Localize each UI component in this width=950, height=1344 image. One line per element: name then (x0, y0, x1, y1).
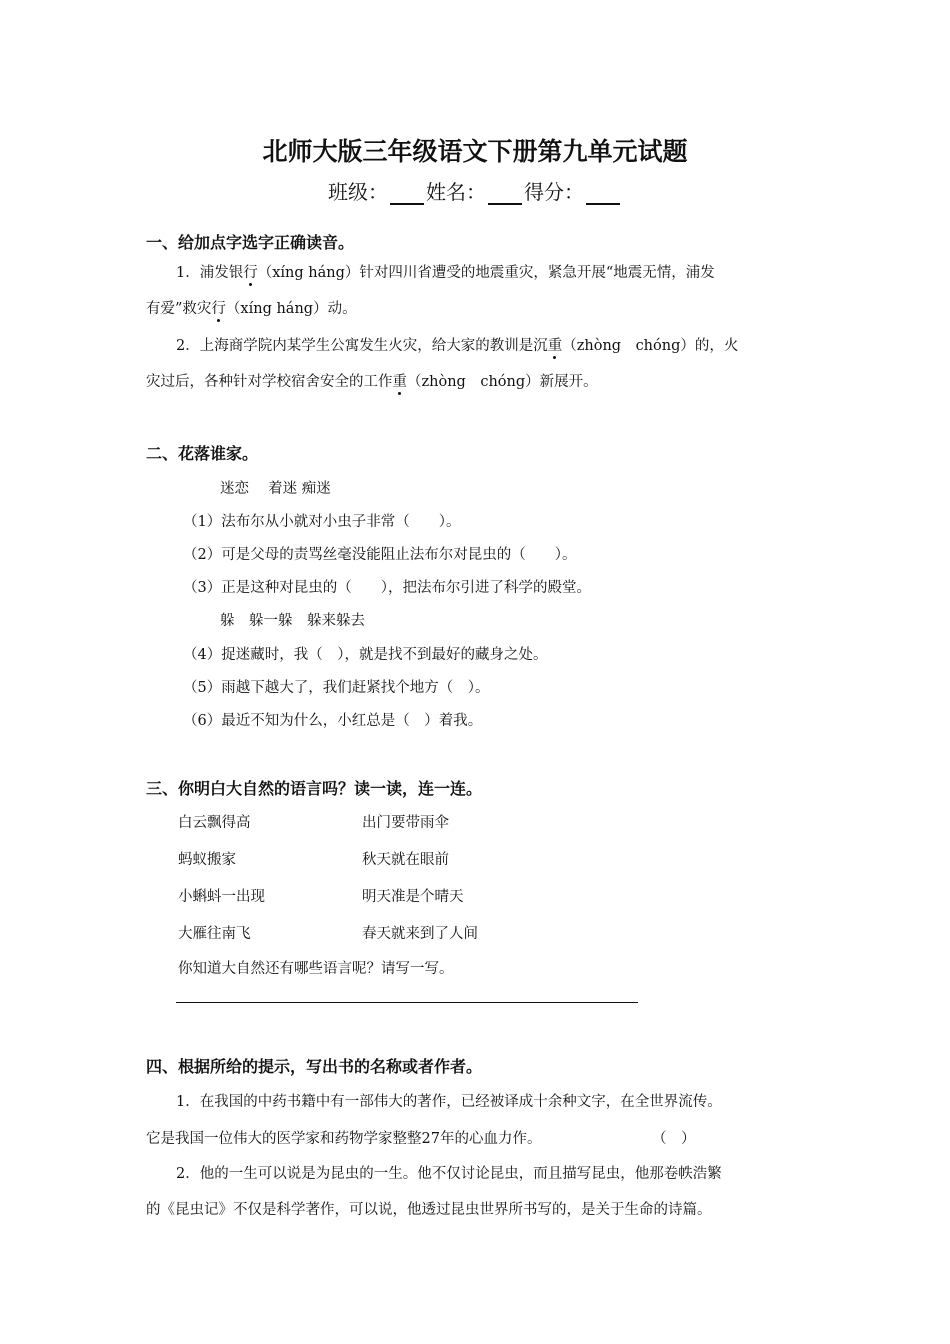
word-choices-2: 躲 躲一躲 躲来躲去 (220, 613, 365, 629)
score-blank[interactable] (586, 183, 620, 205)
text-segment: （zhòng chóng）的，火 (562, 338, 739, 354)
section3-heading: 三、你明白大自然的语言吗？读一读，连一连。 (146, 779, 483, 798)
dotted-char: 重 (392, 374, 407, 390)
class-blank[interactable] (390, 183, 424, 205)
name-label: 姓名： (426, 180, 486, 204)
dotted-char: 行 (243, 265, 258, 281)
section1-q1-line1 (176, 261, 715, 282)
match-left-3[interactable]: 小蝌蚪一出现 (178, 889, 265, 905)
section4-q1-line1: 1．在我国的中药书籍中有一部伟大的著作，已经被译成十余种文字，在全世界流传。 (176, 1094, 722, 1110)
name-blank[interactable] (488, 183, 522, 205)
section4-q2-line2: 的《昆虫记》不仅是科学著作，可以说，他透过昆虫世界所书写的，是关于生命的诗篇。 (146, 1202, 712, 1218)
text-segment: 有爱”救灾 (146, 301, 212, 317)
dotted-char: 重 (547, 338, 563, 354)
student-info-line (0, 176, 950, 205)
class-label: 班级： (328, 180, 388, 204)
fill-item-2: （2）可是父母的责骂丝毫没能阻止法布尔对昆虫的（ ）。 (183, 547, 577, 563)
section2-heading: 二、花落谁家。 (146, 444, 259, 463)
match-right-4[interactable]: 春天就来到了人间 (362, 926, 478, 942)
fill-item-3: （3）正是这种对昆虫的（ ），把法布尔引进了科学的殿堂。 (183, 580, 591, 596)
text-segment: （zhòng chóng）新展开。 (407, 374, 598, 390)
text-segment: （xíng háng）动。 (225, 301, 357, 317)
score-label: 得分： (524, 180, 584, 204)
section4-heading: 四、根据所给的提示，写出书的名称或者作者。 (146, 1057, 483, 1076)
fill-item-1: （1）法布尔从小就对小虫子非常（ ）。 (183, 514, 461, 530)
section1-heading: 一、给加点字选字正确读音。 (146, 233, 355, 252)
dotted-char: 行 (211, 301, 226, 317)
section1-q2-line2 (146, 370, 598, 391)
match-left-1[interactable]: 白云飘得高 (178, 815, 251, 831)
match-right-1[interactable]: 出门要带雨伞 (362, 815, 449, 831)
section1-q1-line2 (146, 297, 357, 318)
section1-q2-line1 (176, 334, 738, 355)
section4-q1-line2: 它是我国一位伟大的医学家和药物学家整整27年的心血力作。 (146, 1131, 542, 1147)
match-right-2[interactable]: 秋天就在眼前 (362, 852, 449, 868)
match-left-2[interactable]: 蚂蚁搬家 (178, 852, 236, 868)
text-segment: （xíng háng）针对四川省遭受的地震重灾，紧急开展“地震无情，浦发 (257, 265, 715, 281)
text-segment: 2．上海商学院内某学生公寓发生火灾，给大家的教训是沉 (176, 338, 548, 354)
page-title: 北师大版三年级语文下册第九单元试题 (262, 137, 688, 166)
fill-item-5: （5）雨越下越大了，我们赶紧找个地方（ ）。 (183, 680, 490, 696)
match-right-3[interactable]: 明天准是个晴天 (362, 889, 464, 905)
answer-line[interactable] (176, 1002, 638, 1003)
text-segment: 灾过后，各种针对学校宿舍安全的工作 (146, 374, 393, 390)
text-segment: 1．浦发银 (176, 265, 244, 281)
section3-prompt: 你知道大自然还有哪些语言呢？请写一写。 (178, 961, 454, 977)
fill-item-4: （4）捉迷藏时，我（ ），就是找不到最好的藏身之处。 (183, 647, 548, 663)
section4-q2-line1: 2．他的一生可以说是为昆虫的一生。他不仅讨论昆虫，而且描写昆虫，他那卷帙浩繁 (176, 1166, 722, 1182)
answer-paren[interactable]: （ ） (652, 1131, 696, 1147)
match-left-4[interactable]: 大雁往南飞 (178, 926, 251, 942)
fill-item-6: （6）最近不知为什么，小红总是（ ）着我。 (183, 713, 483, 729)
word-choices-1: 迷恋 着迷 痴迷 (220, 481, 331, 497)
